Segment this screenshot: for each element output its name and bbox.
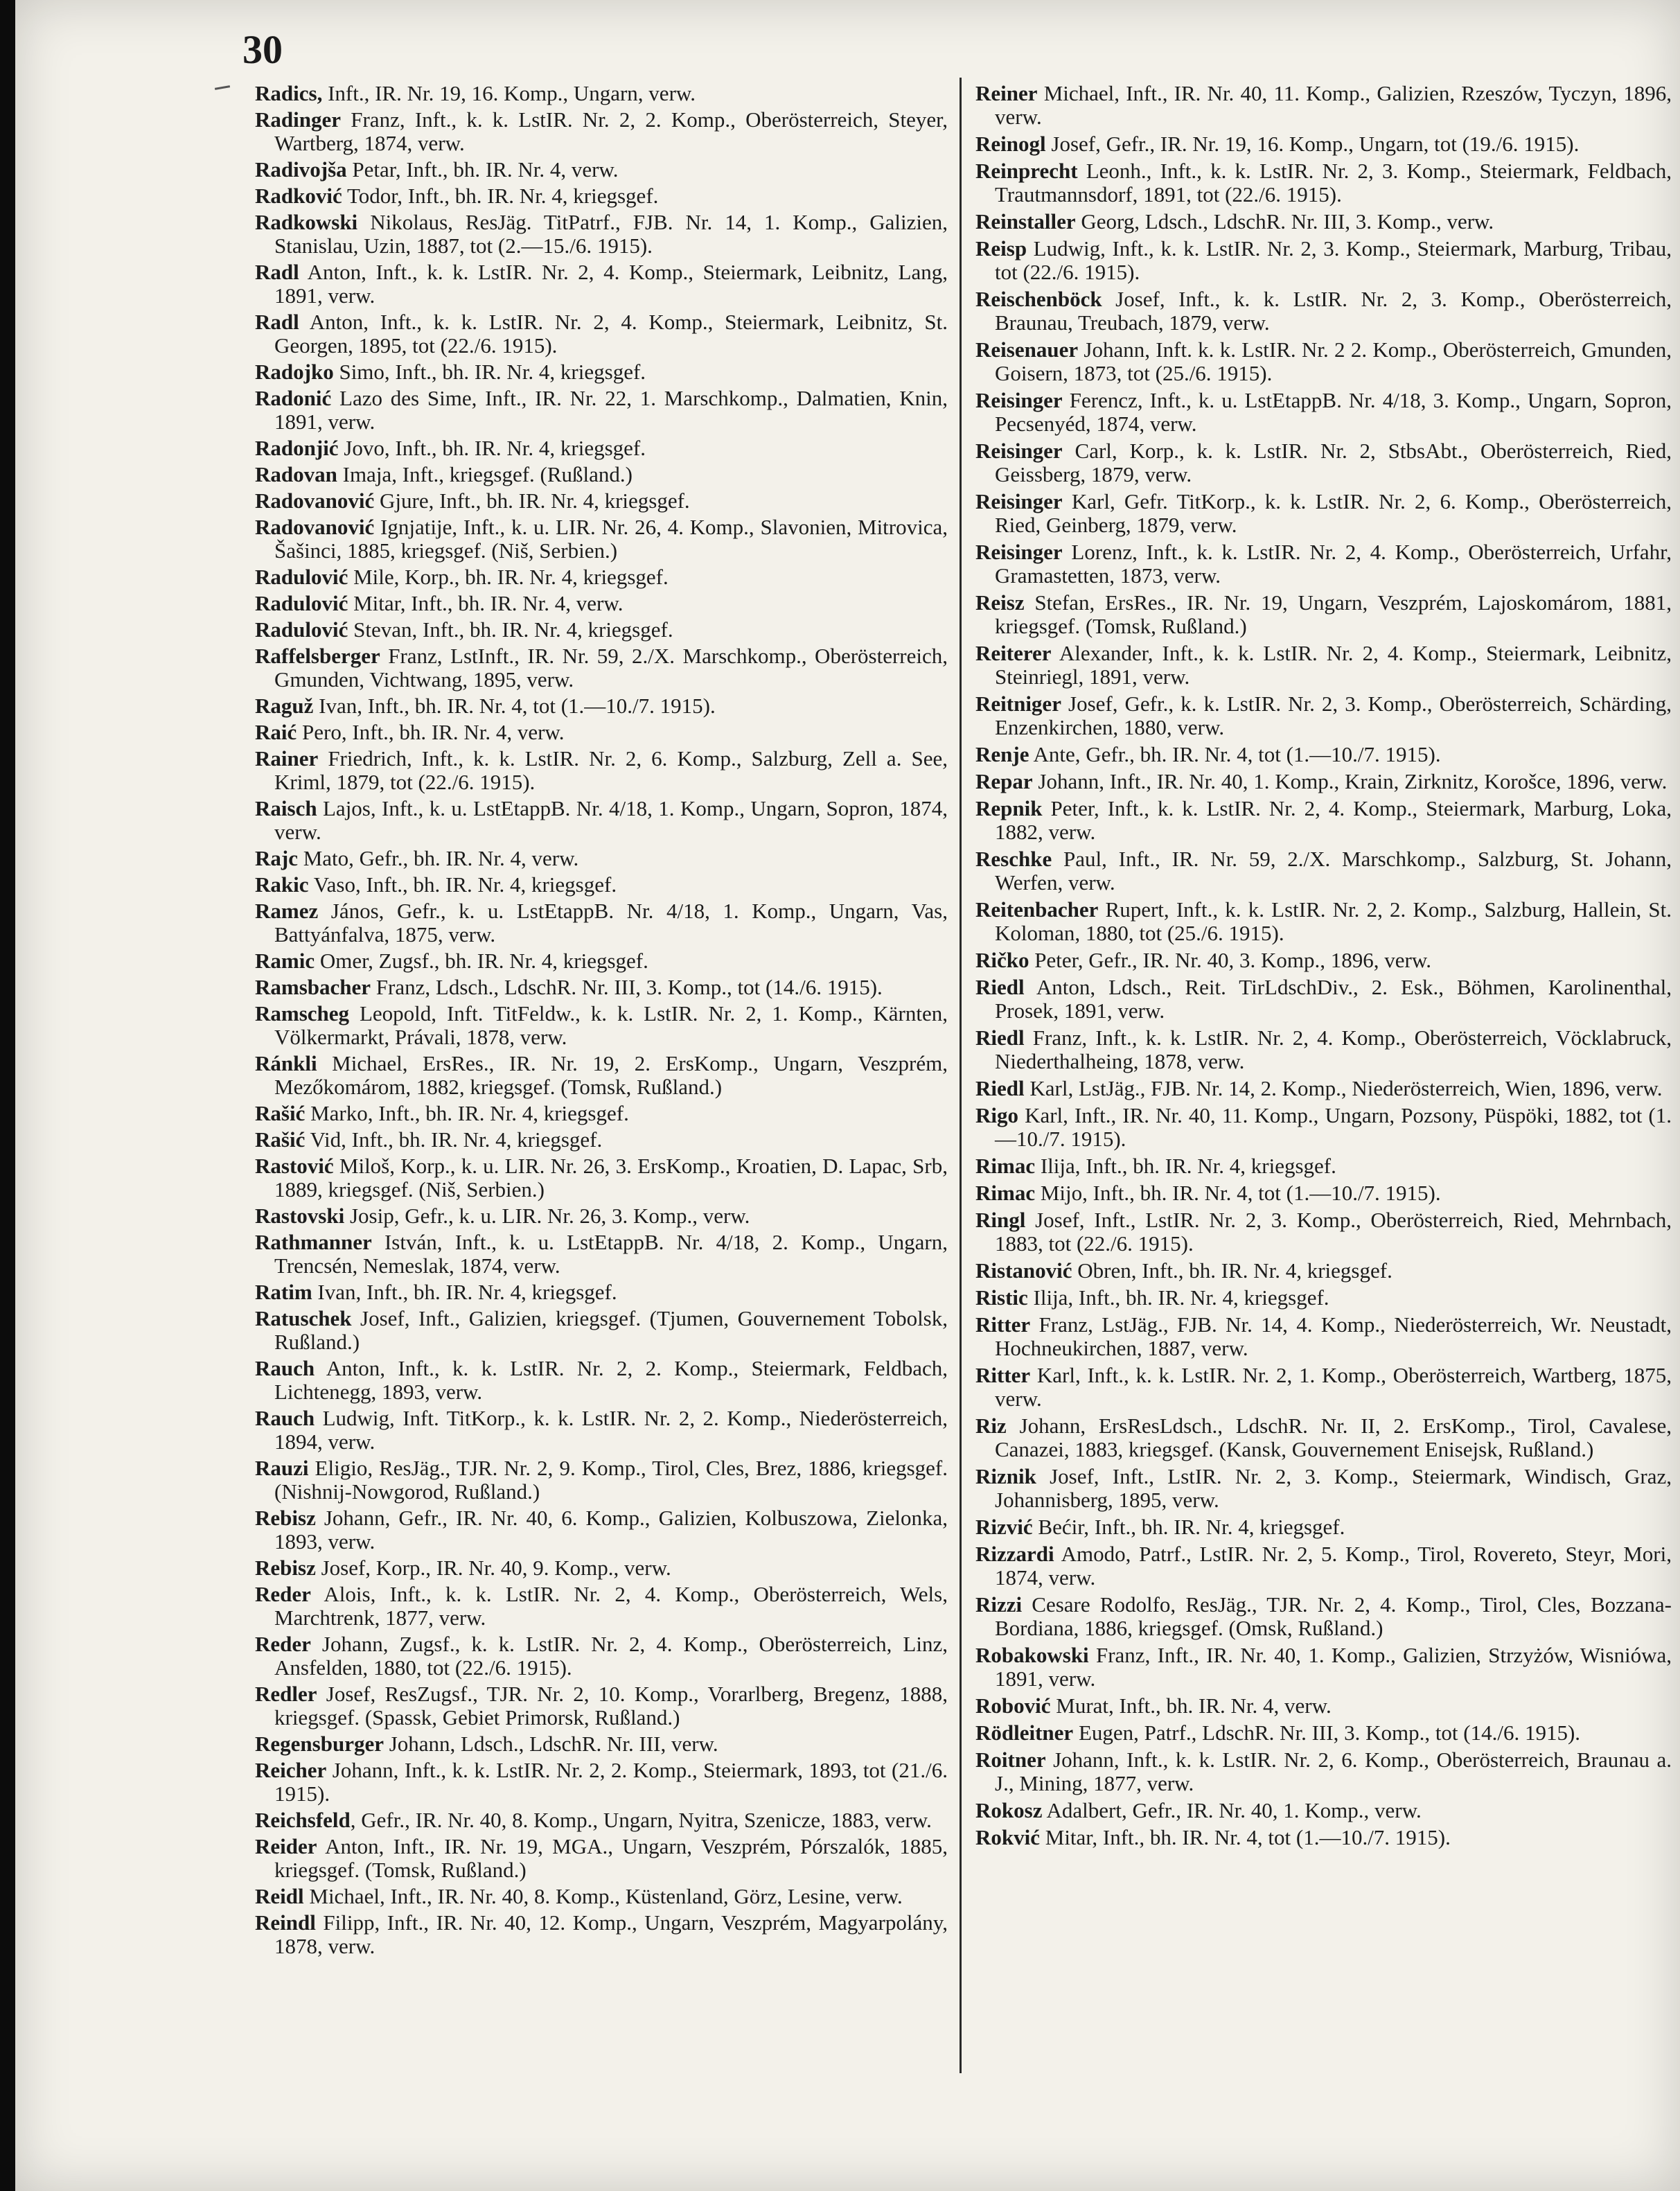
register-entry: [975, 1026, 1672, 1073]
entry-surname: Reicher: [255, 1758, 327, 1782]
entry-surname: Reisinger: [975, 388, 1063, 412]
register-entry: [975, 1181, 1672, 1205]
entry-surname: Ránkli: [255, 1051, 317, 1075]
register-entry: [975, 210, 1672, 234]
register-entry: [255, 1154, 948, 1202]
entry-surname: Reder: [255, 1632, 311, 1656]
entry-details: Mijo, Inft., bh. IR. Nr. 4, tot (1.—10./7. 1915).: [1035, 1181, 1441, 1205]
entry-details: Rupert, Inft., k. k. LstIR. Nr. 2, 2. Komp., Salzburg, Hallein, St. Koloman, 1880, tot (25./6. 1915).: [995, 897, 1672, 945]
entry-surname: Radovan: [255, 462, 337, 486]
entry-details: Anton, Inft., k. k. LstIR. Nr. 2, 2. Komp., Steiermark, Feldbach, Lichtenegg, 1893, verw.: [274, 1356, 948, 1404]
entry-details: Vaso, Inft., bh. IR. Nr. 4, kriegsgef.: [308, 872, 617, 897]
register-entry: [255, 211, 948, 258]
entry-surname: Ringl: [975, 1208, 1026, 1232]
register-entry: [975, 797, 1672, 844]
entry-surname: Raffelsberger: [255, 644, 380, 668]
register-entry: [975, 642, 1672, 689]
register-entry: [975, 1465, 1672, 1512]
entry-surname: Reichsfeld: [255, 1808, 351, 1832]
entry-details: Josip, Gefr., k. u. LIR. Nr. 26, 3. Komp., verw.: [344, 1204, 750, 1228]
entry-details: Ante, Gefr., bh. IR. Nr. 4, tot (1.—10./7. 1915).: [1029, 742, 1441, 766]
entry-surname: Ritter: [975, 1363, 1031, 1387]
entry-surname: Raisch: [255, 796, 317, 820]
entry-details: Ferencz, Inft., k. u. LstEtappB. Nr. 4/18, 3. Komp., Ungarn, Sopron, Pecsenyéd, 1874, verw.: [995, 388, 1672, 436]
entry-details: Gjure, Inft., bh. IR. Nr. 4, kriegsgef.: [374, 489, 690, 513]
entry-details: Johann, Inft. k. k. LstIR. Nr. 2 2. Komp., Oberösterreich, Gmunden, Goisern, 1873, tot (25./6. 1915).: [995, 337, 1672, 385]
entry-details: Johann, Inft., IR. Nr. 40, 1. Komp., Krain, Zirknitz, Korošce, 1896, verw.: [1032, 769, 1668, 793]
entry-details: Murat, Inft., bh. IR. Nr. 4, verw.: [1050, 1693, 1332, 1718]
register-entry: [255, 489, 948, 513]
register-entry: [255, 618, 948, 642]
register-entry: [975, 1721, 1672, 1745]
entry-details: Ivan, Inft., bh. IR. Nr. 4, tot (1.—10./7. 1915).: [313, 694, 716, 718]
entry-surname: Rajc: [255, 846, 298, 870]
register-entry: [975, 1154, 1672, 1178]
entry-details: Josef, ResZugsf., TJR. Nr. 2, 10. Komp., Vorarlberg, Bregenz, 1888, kriegsgef. (Spassk, Gebiet Primorsk, Rußland.): [274, 1682, 948, 1730]
entry-details: Carl, Korp., k. k. LstIR. Nr. 2, StbsAbt., Oberösterreich, Ried, Geissberg, 1879, verw.: [995, 439, 1672, 486]
entry-surname: Riz: [975, 1414, 1007, 1438]
entry-surname: Radovanović: [255, 515, 375, 539]
entry-surname: Reinstaller: [975, 209, 1076, 234]
entry-details: Johann, Zugsf., k. k. LstIR. Nr. 2, 4. Komp., Oberösterreich, Linz, Ansfelden, 1880, tot (22./6. 1915).: [274, 1632, 948, 1680]
register-entry: [975, 1077, 1672, 1100]
entry-details: Vid, Inft., bh. IR. Nr. 4, kriegsgef.: [305, 1127, 603, 1152]
entry-details: Paul, Inft., IR. Nr. 59, 2./X. Marschkomp., Salzburg, St. Johann, Werfen, verw.: [995, 847, 1672, 895]
entry-surname: Radonić: [255, 386, 332, 410]
entry-details: Ludwig, Inft., k. k. LstIR. Nr. 2, 3. Komp., Steiermark, Marburg, Tribau, tot (22./6. 1915).: [995, 236, 1672, 284]
register-entry: [255, 1835, 948, 1882]
entry-details: Eugen, Patrf., LdschR. Nr. III, 3. Komp., tot (14./6. 1915).: [1073, 1721, 1581, 1745]
entry-surname: Radonjić: [255, 436, 339, 460]
register-entry: [975, 847, 1672, 895]
register-entry: [975, 949, 1672, 972]
register-entry: [975, 898, 1672, 945]
entry-surname: Raić: [255, 720, 297, 744]
register-entry: [975, 237, 1672, 284]
register-entry: [255, 797, 948, 844]
entry-surname: Reinprecht: [975, 159, 1078, 183]
entry-surname: Reisz: [975, 590, 1025, 615]
entry-surname: Regensburger: [255, 1732, 384, 1756]
entry-details: Anton, Inft., IR. Nr. 19, MGA., Ungarn, Veszprém, Pórszalók, 1885, kriegsgef. (Tomsk, Rußland.): [274, 1834, 948, 1882]
register-entry: [255, 976, 948, 999]
entry-details: Ilija, Inft., bh. IR. Nr. 4, kriegsgef.: [1035, 1154, 1336, 1178]
entry-details: Todor, Inft., bh. IR. Nr. 4, kriegsgef.: [342, 184, 659, 208]
entry-details: Michael, Inft., IR. Nr. 40, 11. Komp., Galizien, Rzeszów, Tyczyn, 1896, verw.: [995, 81, 1672, 129]
register-entry: [255, 1682, 948, 1730]
register-entry: [975, 132, 1672, 156]
register-entry: [255, 899, 948, 947]
register-entry: [255, 516, 948, 563]
register-entry: [255, 694, 948, 718]
entry-details: Eligio, ResJäg., TJR. Nr. 2, 9. Komp., Tirol, Cles, Brez, 1886, kriegsgef. (Nishnij-Nowgorod, Rußland.): [274, 1456, 948, 1504]
entry-details: Karl, Inft., k. k. LstIR. Nr. 2, 1. Komp., Oberösterreich, Wartberg, 1875, verw.: [995, 1363, 1672, 1411]
entry-details: Omer, Zugsf., bh. IR. Nr. 4, kriegsgef.: [315, 949, 648, 973]
entry-surname: Reisp: [975, 236, 1027, 261]
register-entry: [255, 1911, 948, 1958]
register-entry: [975, 1259, 1672, 1283]
register-entry: [255, 1809, 948, 1832]
entry-surname: Radković: [255, 184, 342, 208]
entry-surname: Reder: [255, 1582, 311, 1606]
entry-surname: Reiterer: [975, 641, 1052, 665]
entry-details: Georg, Ldsch., LdschR. Nr. III, 3. Komp., verw.: [1075, 209, 1494, 234]
entry-surname: Ratim: [255, 1280, 312, 1304]
entry-details: Johann, Ldsch., LdschR. Nr. III, verw.: [383, 1732, 718, 1756]
entry-surname: Robović: [975, 1693, 1051, 1718]
register-entry: [975, 540, 1672, 588]
register-entry: [975, 1542, 1672, 1590]
register-entry: [255, 261, 948, 308]
entry-surname: Rastović: [255, 1154, 334, 1178]
entry-surname: Reinogl: [975, 132, 1046, 156]
entry-surname: Radl: [255, 310, 299, 334]
entry-surname: Rakic: [255, 872, 309, 897]
entry-details: Franz, LstJäg., FJB. Nr. 14, 4. Komp., Niederösterreich, Wr. Neustadt, Hochneukirchen, 1887, verw.: [995, 1312, 1672, 1360]
entry-surname: Reisinger: [975, 540, 1063, 564]
entry-details: Alois, Inft., k. k. LstIR. Nr. 2, 4. Komp., Oberösterreich, Wels, Marchtrenk, 1877, verw.: [274, 1582, 948, 1630]
entry-details: Amodo, Patrf., LstIR. Nr. 2, 5. Komp., Tirol, Rovereto, Steyr, Mori, 1874, verw.: [995, 1542, 1672, 1590]
entry-surname: Ristic: [975, 1285, 1028, 1310]
register-entry: [255, 1357, 948, 1404]
entry-details: Ivan, Inft., bh. IR. Nr. 4, kriegsgef.: [312, 1280, 617, 1304]
register-entry: [975, 490, 1672, 537]
entry-details: Josef, Gefr., IR. Nr. 19, 16. Komp., Ungarn, tot (19./6. 1915).: [1045, 132, 1580, 156]
entry-surname: Ramsbacher: [255, 975, 371, 999]
page-number: 30: [242, 27, 283, 72]
entry-details: Friedrich, Inft., k. k. LstIR. Nr. 2, 6. Komp., Salzburg, Zell a. See, Kriml, 1879, tot (22./6. 1915).: [274, 746, 948, 794]
entry-details: Leopold, Inft. TitFeldw., k. k. LstIR. Nr. 2, 1. Komp., Kärnten, Völkermarkt, Právali, 1878, verw.: [274, 1001, 948, 1049]
entry-details: Franz, Inft., k. k. LstIR. Nr. 2, 2. Komp., Oberösterreich, Steyer, Wartberg, 1874, verw.: [274, 107, 948, 155]
entry-surname: Redler: [255, 1682, 317, 1706]
register-entry: [975, 1515, 1672, 1539]
register-entry: [255, 1281, 948, 1304]
register-entry: [255, 747, 948, 794]
entry-details: Josef, Inft., Galizien, kriegsgef. (Tjumen, Gouvernement Tobolsk, Rußland.): [274, 1306, 948, 1354]
document-page: [15, 0, 1680, 2191]
entry-details: Franz, Ldsch., LdschR. Nr. III, 3. Komp., tot (14./6. 1915).: [371, 975, 883, 999]
entry-surname: Rödleitner: [975, 1721, 1074, 1745]
register-entry: [255, 1732, 948, 1756]
entry-details: Marko, Inft., bh. IR. Nr. 4, kriegsgef.: [305, 1101, 629, 1125]
entry-details: Anton, Inft., k. k. LstIR. Nr. 2, 4. Komp., Steiermark, Leibnitz, St. Georgen, 1895, tot (22./6. 1915).: [274, 310, 948, 358]
register-entry: [255, 592, 948, 615]
entry-surname: Rizzi: [975, 1592, 1023, 1617]
register-entry: [975, 159, 1672, 206]
entry-details: Lazo des Sime, Inft., IR. Nr. 22, 1. Marschkomp., Dalmatien, Knin, 1891, verw.: [274, 386, 948, 434]
entry-surname: Rizvić: [975, 1515, 1033, 1539]
entry-details: Nikolaus, ResJäg. TitPatrf., FJB. Nr. 14, 1. Komp., Galizien, Stanislau, Uzin, 1887, tot (2.—15./6. 1915).: [274, 210, 948, 258]
entry-surname: Ratuschek: [255, 1306, 352, 1330]
entry-details: Mitar, Inft., bh. IR. Nr. 4, verw.: [348, 591, 624, 615]
register-entry: [975, 1414, 1672, 1461]
register-entry: [255, 565, 948, 589]
entry-details: Lajos, Inft., k. u. LstEtappB. Nr. 4/18, 1. Komp., Ungarn, Sopron, 1874, verw.: [274, 796, 948, 844]
register-entry: [255, 360, 948, 384]
entry-surname: Rastovski: [255, 1204, 345, 1228]
entry-surname: Reisinger: [975, 439, 1063, 463]
entry-surname: Riedl: [975, 975, 1025, 999]
entry-surname: Rokvić: [975, 1825, 1040, 1849]
register-entry: [255, 1506, 948, 1554]
entry-surname: Ramez: [255, 899, 319, 923]
entry-details: Imaja, Inft., kriegsgef. (Rußland.): [337, 462, 633, 486]
entry-surname: Rigo: [975, 1103, 1018, 1127]
entry-surname: Ramic: [255, 949, 315, 973]
entry-details: Petar, Inft., bh. IR. Nr. 4, verw.: [346, 157, 619, 182]
entry-details: Karl, Gefr. TitKorp., k. k. LstIR. Nr. 2, 6. Komp., Oberösterreich, Ried, Geinberg, 1879, verw.: [995, 489, 1672, 537]
entry-details: Josef, Inft., LstIR. Nr. 2, 3. Komp., Steiermark, Windisch, Graz, Johannisberg, 1895, verw.: [995, 1464, 1672, 1512]
entry-surname: Radulović: [255, 617, 348, 642]
register-entry: [975, 1644, 1672, 1691]
entry-details: Miloš, Korp., k. u. LIR. Nr. 26, 3. ErsKomp., Kroatien, D. Lapac, Srb, 1889, kriegsgef. (Niš, Serbien.): [274, 1154, 948, 1202]
entry-surname: Reiner: [975, 81, 1038, 105]
entry-details: Johann, Inft., k. k. LstIR. Nr. 2, 6. Komp., Oberösterreich, Braunau a. J., Mining, 1877, verw.: [995, 1748, 1672, 1795]
entry-surname: Rašić: [255, 1127, 306, 1152]
entry-details: István, Inft., k. u. LstEtappB. Nr. 4/18, 2. Komp., Ungarn, Trencsén, Nemeslak, 1874, verw.: [274, 1230, 948, 1278]
entry-surname: Reindl: [255, 1910, 316, 1935]
entry-details: János, Gefr., k. u. LstEtappB. Nr. 4/18, 1. Komp., Ungarn, Vas, Battyánfalva, 1875, verw.: [274, 899, 948, 947]
entry-surname: Rimac: [975, 1181, 1036, 1205]
register-entry: [975, 743, 1672, 766]
register-entry: [255, 1128, 948, 1152]
register-entry: [255, 82, 948, 105]
entry-details: Jovo, Inft., bh. IR. Nr. 4, kriegsgef.: [338, 436, 646, 460]
entry-surname: Radulović: [255, 565, 348, 589]
entry-details: Josef, Inft., LstIR. Nr. 2, 3. Komp., Oberösterreich, Ried, Mehrnbach, 1883, tot (22./6. 1915).: [995, 1208, 1672, 1256]
register-entry: [255, 1759, 948, 1806]
entry-surname: Raguž: [255, 694, 314, 718]
register-entry: [975, 770, 1672, 793]
entry-details: Filipp, Inft., IR. Nr. 40, 12. Komp., Ungarn, Veszprém, Magyarpolány, 1878, verw.: [274, 1910, 948, 1958]
entry-surname: Ristanović: [975, 1258, 1072, 1283]
entry-surname: Rauch: [255, 1356, 315, 1380]
register-entry: [975, 1364, 1672, 1411]
register-entry: [975, 1799, 1672, 1822]
entry-surname: Ričko: [975, 948, 1029, 972]
register-entry: [255, 310, 948, 358]
entry-details: Bećir, Inft., bh. IR. Nr. 4, kriegsgef.: [1032, 1515, 1345, 1539]
register-entry: [975, 1313, 1672, 1360]
register-entry: [255, 1633, 948, 1680]
entry-details: Franz, Inft., k. k. LstIR. Nr. 2, 4. Komp., Oberösterreich, Vöcklabruck, Niederthalheing, 1878, verw.: [995, 1026, 1672, 1073]
entry-details: Mile, Korp., bh. IR. Nr. 4, kriegsgef.: [348, 565, 669, 589]
entry-surname: Ritter: [975, 1312, 1031, 1337]
entry-surname: Radovanović: [255, 489, 375, 513]
entry-details: Karl, LstJäg., FJB. Nr. 14, 2. Komp., Niederösterreich, Wien, 1896, verw.: [1024, 1076, 1663, 1100]
register-entry: [255, 1407, 948, 1454]
register-entry: [255, 1231, 948, 1278]
right-column: [975, 82, 1672, 1853]
register-entry: [255, 1885, 948, 1908]
entry-surname: Rauch: [255, 1406, 315, 1430]
entry-details: Mitar, Inft., bh. IR. Nr. 4, tot (1.—10./7. 1915).: [1040, 1825, 1451, 1849]
entry-surname: Reisenauer: [975, 337, 1079, 362]
entry-surname: Reitenbacher: [975, 897, 1099, 922]
entry-details: , Gefr., IR. Nr. 40, 8. Komp., Ungarn, Nyitra, Szenicze, 1883, verw.: [350, 1808, 932, 1832]
entry-details: Peter, Gefr., IR. Nr. 40, 3. Komp., 1896, verw.: [1029, 948, 1431, 972]
margin-mark: [215, 85, 230, 90]
column-divider: [960, 78, 962, 2073]
entry-details: Anton, Inft., k. k. LstIR. Nr. 2, 4. Komp., Steiermark, Leibnitz, Lang, 1891, verw.: [274, 260, 948, 308]
entry-details: Michael, ErsRes., IR. Nr. 19, 2. ErsKomp., Ungarn, Veszprém, Mezőkomárom, 1882, kriegsgef. (Tomsk, Rußland.): [274, 1051, 948, 1099]
entry-surname: Radl: [255, 260, 299, 284]
register-entry: [975, 1748, 1672, 1795]
register-entry: [975, 389, 1672, 436]
entry-surname: Riedl: [975, 1076, 1025, 1100]
entry-details: Johann, Inft., k. k. LstIR. Nr. 2, 2. Komp., Steiermark, 1893, tot (21./6. 1915).: [274, 1758, 948, 1806]
entry-surname: Riedl: [975, 1026, 1025, 1050]
register-entry: [255, 1102, 948, 1125]
entry-surname: Reschke: [975, 847, 1052, 871]
register-entry: [975, 439, 1672, 486]
entry-surname: Riznik: [975, 1464, 1036, 1488]
entry-surname: Radojko: [255, 360, 334, 384]
entry-surname: Radinger: [255, 107, 341, 132]
register-entry: [255, 184, 948, 208]
entry-surname: Rašić: [255, 1101, 306, 1125]
register-entry: [975, 1694, 1672, 1718]
entry-surname: Rebisz: [255, 1506, 316, 1530]
entry-details: Leonh., Inft., k. k. LstIR. Nr. 2, 3. Komp., Steiermark, Feldbach, Trautmannsdorf, 1891, tot (22./6. 1915).: [995, 159, 1672, 206]
entry-surname: Repnik: [975, 796, 1043, 820]
entry-surname: Robakowski: [975, 1643, 1089, 1667]
register-entry: [975, 1286, 1672, 1310]
register-entry: [975, 976, 1672, 1023]
entry-surname: Radkowski: [255, 210, 358, 234]
entry-details: Simo, Inft., bh. IR. Nr. 4, kriegsgef.: [333, 360, 646, 384]
register-entry: [255, 1204, 948, 1228]
register-entry: [255, 437, 948, 460]
entry-surname: Radics,: [255, 81, 323, 105]
register-entry: [255, 1052, 948, 1099]
entry-details: Obren, Inft., bh. IR. Nr. 4, kriegsgef.: [1072, 1258, 1392, 1283]
entry-details: Karl, Inft., IR. Nr. 40, 11. Komp., Ungarn, Pozsony, Püspöki, 1882, tot (1.—10./7. 1915).: [995, 1103, 1672, 1151]
register-entry: [255, 721, 948, 744]
register-entry: [255, 847, 948, 870]
register-entry: [255, 1556, 948, 1580]
register-entry: [975, 338, 1672, 385]
register-entry: [255, 108, 948, 155]
register-entry: [255, 1457, 948, 1504]
register-entry: [975, 1104, 1672, 1151]
entry-surname: Rathmanner: [255, 1230, 372, 1254]
entry-surname: Renje: [975, 742, 1029, 766]
register-entry: [255, 949, 948, 973]
register-entry: [975, 1826, 1672, 1849]
entry-surname: Rizzardi: [975, 1542, 1054, 1566]
entry-surname: Reitniger: [975, 692, 1061, 716]
entry-details: Josef, Inft., k. k. LstIR. Nr. 2, 3. Komp., Oberösterreich, Braunau, Treubach, 1879, verw.: [995, 287, 1672, 335]
entry-surname: Reidl: [255, 1884, 304, 1908]
register-entry: [255, 158, 948, 182]
entry-details: Pero, Inft., bh. IR. Nr. 4, verw.: [297, 720, 565, 744]
entry-details: Josef, Korp., IR. Nr. 40, 9. Komp., verw.: [315, 1556, 671, 1580]
entry-details: Josef, Gefr., k. k. LstIR. Nr. 2, 3. Komp., Oberösterreich, Schärding, Enzenkirchen, 1880, verw.: [995, 692, 1672, 739]
entry-details: Stefan, ErsRes., IR. Nr. 19, Ungarn, Veszprém, Lajoskomárom, 1881, kriegsgef. (Tomsk, Rußland.): [995, 590, 1672, 638]
entry-details: Ignjatije, Inft., k. u. LIR. Nr. 26, 4. Komp., Slavonien, Mitrovica, Šašinci, 1885, kriegsgef. (Niš, Serbien.): [274, 515, 948, 563]
entry-surname: Rokosz: [975, 1798, 1043, 1822]
entry-details: Ludwig, Inft. TitKorp., k. k. LstIR. Nr. 2, 2. Komp., Niederösterreich, 1894, verw.: [274, 1406, 948, 1454]
register-entry: [975, 82, 1672, 129]
entry-surname: Rimac: [975, 1154, 1036, 1178]
entry-details: Adalbert, Gefr., IR. Nr. 40, 1. Komp., verw.: [1042, 1798, 1422, 1822]
register-entry: [255, 1307, 948, 1354]
entry-surname: Rebisz: [255, 1556, 316, 1580]
register-entry: [255, 1002, 948, 1049]
entry-details: Cesare Rodolfo, ResJäg., TJR. Nr. 2, 4. Komp., Tirol, Cles, Bozzana-Bordiana, 1886, kriegsgef. (Omsk, Rußland.): [995, 1592, 1672, 1640]
entry-details: Franz, LstInft., IR. Nr. 59, 2./X. Marschkomp., Oberösterreich, Gmunden, Vichtwang, 1895, verw.: [274, 644, 948, 692]
entry-details: Mato, Gefr., bh. IR. Nr. 4, verw.: [297, 846, 579, 870]
entry-surname: Reisinger: [975, 489, 1063, 513]
register-entry: [975, 692, 1672, 739]
register-entry: [255, 1583, 948, 1630]
entry-surname: Reischenböck: [975, 287, 1102, 311]
register-entry: [975, 288, 1672, 335]
left-column: [255, 82, 948, 1961]
entry-surname: Reider: [255, 1834, 317, 1858]
register-entry: [255, 873, 948, 897]
entry-surname: Roitner: [975, 1748, 1046, 1772]
register-entry: [255, 387, 948, 434]
entry-surname: Repar: [975, 769, 1033, 793]
entry-surname: Rainer: [255, 746, 319, 771]
register-entry: [255, 463, 948, 486]
entry-surname: Rauzi: [255, 1456, 309, 1480]
entry-surname: Ramscheg: [255, 1001, 350, 1026]
register-entry: [975, 1593, 1672, 1640]
register-entry: [975, 1208, 1672, 1256]
entry-details: Johann, Gefr., IR. Nr. 40, 6. Komp., Galizien, Kolbuszowa, Zielonka, 1893, verw.: [274, 1506, 948, 1554]
entry-details: Franz, Inft., IR. Nr. 40, 1. Komp., Galizien, Strzyżów, Wisniówa, 1891, verw.: [995, 1643, 1672, 1691]
entry-details: Ilija, Inft., bh. IR. Nr. 4, kriegsgef.: [1027, 1285, 1329, 1310]
entry-details: Johann, ErsResLdsch., LdschR. Nr. II, 2. ErsKomp., Tirol, Cavalese, Canazei, 1883, kriegsgef. (Kansk, Gouvernement Enisejsk, Rußland.): [995, 1414, 1672, 1461]
entry-surname: Radulović: [255, 591, 348, 615]
entry-surname: Radivojša: [255, 157, 347, 182]
entry-details: Michael, Inft., IR. Nr. 40, 8. Komp., Küstenland, Görz, Lesine, verw.: [303, 1884, 903, 1908]
entry-details: Inft., IR. Nr. 19, 16. Komp., Ungarn, verw.: [322, 81, 696, 105]
entry-details: Alexander, Inft., k. k. LstIR. Nr. 2, 4. Komp., Steiermark, Leibnitz, Steinriegl, 1891, verw.: [995, 641, 1672, 689]
entry-details: Stevan, Inft., bh. IR. Nr. 4, kriegsgef.: [348, 617, 673, 642]
register-entry: [255, 644, 948, 692]
entry-details: Peter, Inft., k. k. LstIR. Nr. 2, 4. Komp., Steiermark, Marburg, Loka, 1882, verw.: [995, 796, 1672, 844]
entry-details: Lorenz, Inft., k. k. LstIR. Nr. 2, 4. Komp., Oberösterreich, Urfahr, Gramastetten, 1873, verw.: [995, 540, 1672, 588]
register-entry: [975, 591, 1672, 638]
entry-details: Anton, Ldsch., Reit. TirLdschDiv., 2. Esk., Böhmen, Karolinenthal, Prosek, 1891, verw.: [995, 975, 1672, 1023]
